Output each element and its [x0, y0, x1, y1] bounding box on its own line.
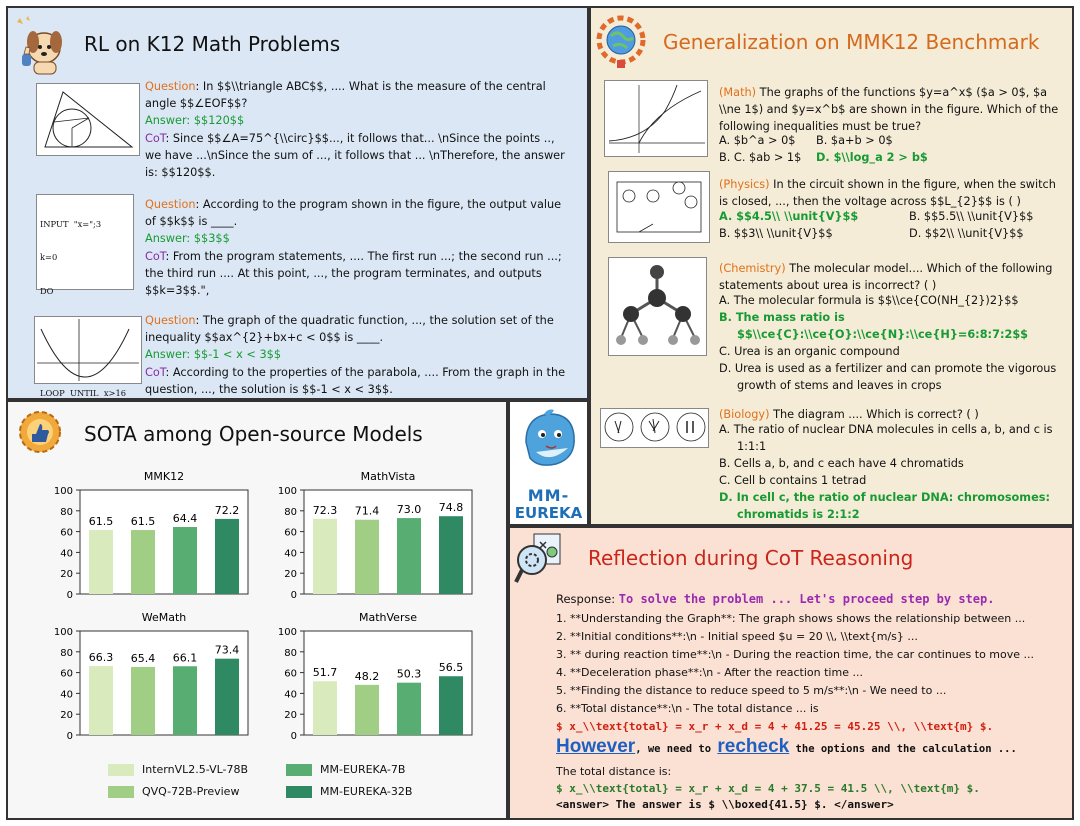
- dog-mascot-icon: [14, 14, 66, 76]
- wrong-total: $ x_\\text{total} = x_r + x_d = 4 + 41.25 = 45.25 \\, \\text{m} $.: [556, 720, 994, 733]
- reflection-panel: [508, 526, 1074, 820]
- legend-item-1: [108, 763, 248, 776]
- bar: [89, 666, 113, 735]
- legend-label: QVQ-72B-Preview: [142, 785, 240, 798]
- legend-swatch: [286, 764, 312, 776]
- biology-tag: (Biology): [719, 408, 770, 421]
- y-tick-label: 40: [284, 548, 297, 560]
- triangle-figure: [36, 83, 140, 156]
- answer-label: Answer: [145, 232, 187, 246]
- question-label: Question: [145, 314, 196, 327]
- program-line: LOOP UNTIL x>16: [40, 388, 127, 399]
- bar: [215, 519, 239, 594]
- bar-value-label: 66.3: [88, 651, 114, 665]
- sota-title: SOTA among Open-source Models: [84, 422, 423, 446]
- bar-value-label: 48.2: [354, 669, 380, 683]
- question-text: : According to the program shown in the figure, the output value of $$k$$ is ____.: [145, 198, 562, 229]
- however-line: [556, 736, 1017, 758]
- question-text: : The graph of the quadratic function, ..., the solution set of the inequality $$ax^{2}+bx+c < 0$$ is ____.: [145, 314, 554, 345]
- program-line: DO: [40, 286, 54, 297]
- answer-label: Answer: [145, 114, 187, 128]
- y-tick-label: 40: [284, 689, 297, 701]
- biology-text: The diagram .... Which is correct? ( ): [769, 408, 979, 421]
- y-tick-label: 80: [284, 506, 297, 518]
- magnifier-gear-icon: [514, 532, 564, 588]
- physics-option-a: A. $$4.5\\ \\unit{V}$$: [719, 210, 859, 223]
- y-tick-label: 0: [66, 731, 73, 742]
- dolphin-mascot-icon: [516, 408, 582, 476]
- physics-option-c: B. $$3\\ \\unit{V}$$: [719, 227, 833, 240]
- however-mid-1: , we need to: [635, 743, 718, 755]
- physics-question: [719, 176, 1064, 210]
- chart-svg: [270, 607, 480, 742]
- question-text: : In $$\\triangle ABC$$, .... What is the measure of the central angle $$∠EOF$$?: [145, 80, 546, 111]
- mm-eureka-logo: [508, 400, 589, 526]
- step-1: 1. **Understanding the Graph**: The graph shows shows the relationship between ...: [556, 612, 1026, 625]
- bar: [215, 659, 239, 735]
- logo-line-2: EUREKA: [514, 504, 583, 522]
- legend-label: InternVL2.5-VL-78B: [142, 763, 249, 776]
- bar: [439, 676, 463, 735]
- sota-panel: [6, 400, 508, 820]
- chemistry-question: [719, 260, 1064, 294]
- bar-value-label: 73.4: [214, 643, 240, 657]
- answer-label: Answer: [145, 348, 187, 362]
- legend-swatch: [108, 764, 134, 776]
- biology-question: [719, 406, 1064, 423]
- biology-option-a-cont: 1:1:1: [737, 440, 767, 453]
- answer-text: : $$-1 < x < 3$$: [186, 348, 282, 362]
- program-line: k=0: [40, 252, 58, 263]
- bar-value-label: 65.4: [130, 651, 156, 665]
- y-tick-label: 20: [284, 569, 297, 581]
- bar-value-label: 66.1: [172, 651, 198, 665]
- bar: [131, 667, 155, 735]
- question-label: Question: [145, 198, 196, 211]
- cot-label: CoT: [145, 365, 166, 379]
- y-tick-label: 0: [66, 590, 73, 601]
- bar: [355, 685, 379, 735]
- final-answer: <answer> The answer is $ \\boxed{41.5} $. </answer>: [556, 798, 894, 811]
- response-line: [556, 592, 994, 606]
- physics-option-b: B. $$5.5\\ \\unit{V}$$: [909, 210, 1034, 223]
- cot-label: CoT: [145, 131, 166, 145]
- legend-swatch: [108, 786, 134, 798]
- math-option-c: B. C. $ab > 1$: [719, 151, 802, 164]
- chart-svg: [46, 466, 256, 601]
- parabola-figure: [34, 316, 142, 384]
- y-tick-label: 60: [60, 668, 73, 680]
- chart-svg: [46, 607, 256, 742]
- response-heading: To solve the problem ... Let's proceed step by step.: [618, 592, 995, 606]
- bar-value-label: 50.3: [396, 667, 422, 681]
- cot-text: : From the program statements, .... The first run ...; the second run ...; the third run .... At this point, ..., the program terminates, and outputs $$k=3$$.",: [145, 249, 562, 298]
- chemistry-option-a: A. The molecular formula is $$\\ce{CO(NH_{2})2}$$: [719, 294, 1019, 307]
- step-3: 3. ** during reaction time**:\n - During the reaction time, the car continues to move ...: [556, 648, 1035, 661]
- globe-gear-icon: [595, 14, 647, 70]
- chart-title: MMK12: [143, 470, 185, 483]
- bar: [173, 527, 197, 594]
- legend-item-4: [286, 785, 412, 798]
- logo-line-1: MM-: [527, 486, 570, 505]
- y-tick-label: 20: [60, 569, 73, 581]
- bar-value-label: 72.3: [312, 503, 338, 517]
- circuit-figure: [608, 171, 710, 243]
- bar-value-label: 51.7: [312, 666, 338, 680]
- program-line: INPUT "x=";3: [40, 218, 102, 229]
- y-tick-label: 100: [277, 627, 297, 638]
- y-tick-label: 0: [290, 731, 297, 742]
- bar: [313, 681, 337, 735]
- math-graph-figure: [604, 80, 708, 157]
- biology-option-b: B. Cells a, b, and c each have 4 chromatids: [719, 457, 964, 470]
- chemistry-tag: (Chemistry): [719, 262, 786, 275]
- physics-text: In the circuit shown in the figure, when the switch is closed, ..., then the voltage across $$L_{2}$$ is ( ): [719, 178, 1056, 209]
- step-2: 2. **Initial conditions**:\n - Initial speed $u = 20 \\, \\text{m/s} ...: [556, 630, 918, 643]
- bar: [355, 520, 379, 594]
- response-label: Response:: [556, 592, 619, 606]
- correct-total: $ x_\\text{total} = x_r + x_d = 4 + 37.5 = 41.5 \\, \\text{m} $.: [556, 782, 980, 795]
- physics-option-d: D. $$2\\ \\unit{V}$$: [909, 227, 1024, 240]
- rl-panel: [6, 6, 589, 400]
- rl-item-2: [145, 196, 575, 299]
- chart-svg: [270, 466, 480, 601]
- cot-text: : According to the properties of the parabola, .... From the graph in the question, ..., the solution is $$-1 < x < 3$$.: [145, 365, 566, 396]
- bar-value-label: 61.5: [130, 515, 156, 529]
- biology-option-c: C. Cell b contains 1 tetrad: [719, 474, 867, 487]
- y-tick-label: 80: [60, 647, 73, 659]
- bar-value-label: 74.8: [438, 501, 464, 515]
- bar-chart-wemath: [46, 607, 256, 742]
- chemistry-option-c: C. Urea is an organic compound: [719, 345, 900, 358]
- step-5: 5. **Finding the distance to reduce speed to 5 m/s**:\n - We need to ...: [556, 684, 947, 697]
- cells-figure: [600, 408, 709, 448]
- rl-title: RL on K12 Math Problems: [84, 32, 341, 56]
- chemistry-option-d-cont: growth of stems and leaves in crops: [737, 379, 942, 392]
- y-tick-label: 60: [284, 527, 297, 539]
- bar-value-label: 61.5: [88, 515, 114, 529]
- step-6: 6. **Total distance**:\n - The total distance ... is: [556, 702, 819, 715]
- biology-option-d: D. In cell c, the ratio of nuclear DNA: chromosomes:: [719, 491, 1050, 504]
- y-tick-label: 60: [60, 527, 73, 539]
- math-question: [719, 84, 1064, 136]
- total-label: The total distance is:: [556, 765, 672, 778]
- cot-text: : Since $$∠A=75^{\\circ}$$..., it follows that... \nSince the points .., we have ...\nSince the sum of ..., it follows that ... \nTherefore, the answer is: $$120$$.: [145, 131, 565, 180]
- rl-item-3: [145, 312, 575, 398]
- chart-title: MathVerse: [359, 611, 417, 624]
- bar: [173, 666, 197, 735]
- bar: [89, 530, 113, 594]
- legend-label: MM-EUREKA-7B: [320, 763, 406, 776]
- program-figure: [36, 194, 134, 399]
- bar: [131, 530, 155, 594]
- y-tick-label: 100: [277, 486, 297, 497]
- chemistry-option-d: D. Urea is used as a fertilizer and can promote the vigorous: [719, 362, 1057, 375]
- legend-swatch: [286, 786, 312, 798]
- chemistry-option-b-formula: $$\\ce{C}:\\ce{O}:\\ce{N}:\\ce{H}=6:8:7:2$$: [737, 328, 1029, 341]
- math-tag: (Math): [719, 86, 757, 99]
- bar: [439, 516, 463, 594]
- bar-value-label: 56.5: [438, 661, 464, 675]
- math-option-b: B. $a+b > 0$: [816, 134, 893, 147]
- math-text: The graphs of the functions $y=a^x$ ($a > 0$, $a \\ne 1$) and $y=x^b$ are shown in the figure. Which of the following inequalities must be true?: [719, 86, 1059, 134]
- y-tick-label: 0: [290, 590, 297, 601]
- math-option-a: A. $b^a > 0$: [719, 134, 796, 147]
- physics-tag: (Physics): [719, 178, 770, 191]
- y-tick-label: 60: [284, 668, 297, 680]
- legend-label: MM-EUREKA-32B: [320, 785, 413, 798]
- bar: [397, 683, 421, 735]
- bar-chart-mathverse: [270, 607, 480, 742]
- answer-text: : $$120$$: [186, 114, 245, 128]
- question-label: Question: [145, 80, 196, 93]
- y-tick-label: 20: [284, 710, 297, 722]
- bar-value-label: 64.4: [172, 512, 198, 526]
- bar: [397, 518, 421, 594]
- however-word: However: [556, 736, 636, 757]
- y-tick-label: 80: [284, 647, 297, 659]
- trophy-badge-icon: [14, 408, 66, 458]
- step-4: 4. **Deceleration phase**:\n - After the reaction time ...: [556, 666, 863, 679]
- y-tick-label: 100: [53, 486, 73, 497]
- however-mid-2: the options and the calculation ...: [789, 743, 1017, 755]
- chemistry-option-b: B. The mass ratio is: [719, 311, 845, 324]
- molecule-figure: [608, 257, 707, 356]
- legend-item-3: [286, 763, 405, 776]
- y-tick-label: 100: [53, 627, 73, 638]
- reflection-title: Reflection during CoT Reasoning: [588, 546, 914, 570]
- bar-value-label: 73.0: [396, 503, 422, 517]
- generalization-panel: [589, 6, 1074, 526]
- bar-value-label: 72.2: [214, 503, 240, 517]
- legend-item-2: [108, 785, 239, 798]
- y-tick-label: 80: [60, 506, 73, 518]
- bar-value-label: 71.4: [354, 504, 380, 518]
- cot-label: CoT: [145, 249, 166, 263]
- chemistry-text: The molecular model.... Which of the following statements about urea is incorrect? ( ): [719, 262, 1053, 293]
- y-tick-label: 40: [60, 689, 73, 701]
- chart-title: MathVista: [360, 470, 416, 483]
- bar-chart-mmk12: [46, 466, 256, 601]
- rl-item-1: [145, 78, 565, 181]
- chart-title: WeMath: [141, 611, 187, 624]
- bar: [313, 519, 337, 594]
- answer-text: : $$3$$: [186, 232, 230, 246]
- y-tick-label: 20: [60, 710, 73, 722]
- recheck-word: recheck: [717, 736, 790, 757]
- y-tick-label: 40: [60, 548, 73, 560]
- math-option-d: D. $\\log_a 2 > b$: [816, 151, 928, 164]
- biology-option-d-cont: chromatids is 2:1:2: [737, 508, 860, 521]
- bar-chart-mathvista: [270, 466, 480, 601]
- generalization-title: Generalization on MMK12 Benchmark: [663, 30, 1040, 54]
- biology-option-a: A. The ratio of nuclear DNA molecules in cells a, b, and c is: [719, 423, 1053, 436]
